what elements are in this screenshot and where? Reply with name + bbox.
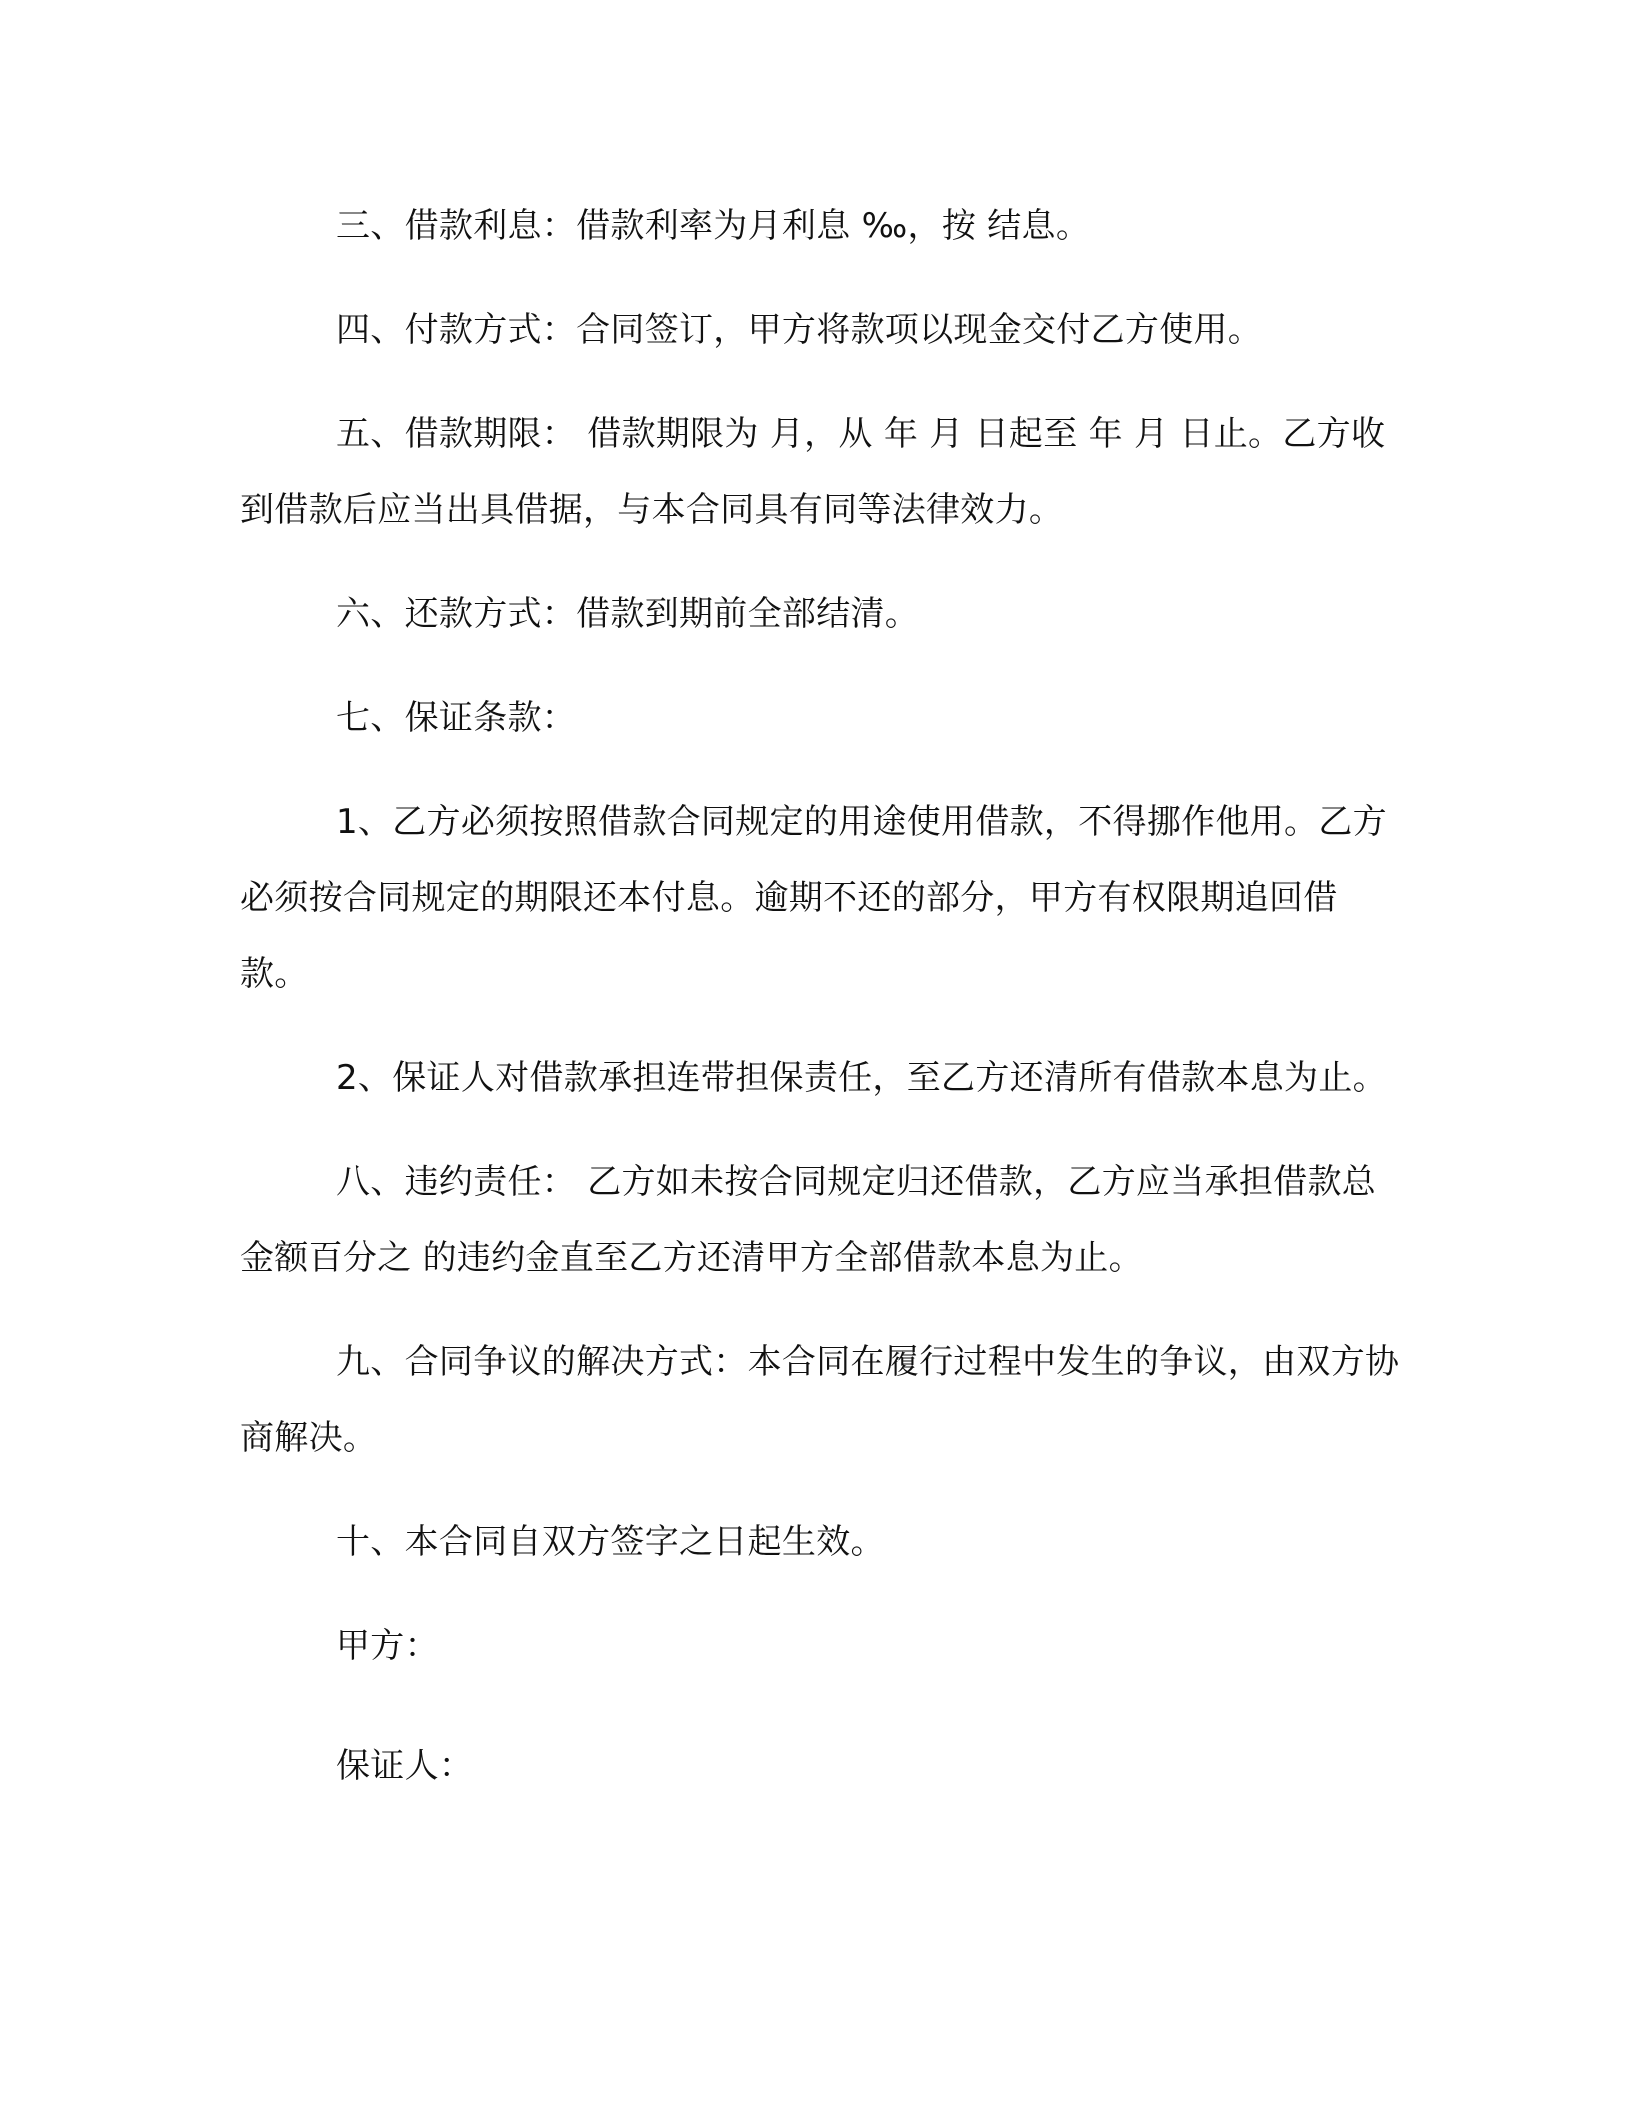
clause-effective: 十、本合同自双方签字之日起生效。 (336, 1522, 885, 1562)
signature-party-a: 甲方： (336, 1626, 439, 1666)
clause-loan-term: 五、借款期限： 借款期限为 月，从 年 月 日起至 年 月 日止。乙方收到借款后应当出具借据，与本合同具有同等法律效力。 (240, 414, 1386, 530)
clause-payment-method: 四、付款方式：合同签订，甲方将款项以现金交付乙方使用。 (336, 310, 1263, 350)
contract-body (240, 188, 1400, 1848)
clause-breach: 八、违约责任： 乙方如未按合同规定归还借款，乙方应当承担借款总金额百分之 的违约金直至乙方还清甲方全部借款本息为止。 (240, 1162, 1377, 1278)
clause-dispute: 九、合同争议的解决方式：本合同在履行过程中发生的争议，由双方协商解决。 (240, 1342, 1400, 1458)
guarantee-item-1: 1、乙方必须按照借款合同规定的用途使用借款，不得挪作他用。乙方必须按合同规定的期限还本付息。逾期不还的部分，甲方有权限期追回借款。 (240, 802, 1387, 994)
clause-repayment: 六、还款方式：借款到期前全部结清。 (336, 594, 920, 634)
clause-interest: 三、借款利息：借款利率为月利息 ‰，按 结息。 (336, 206, 1091, 246)
guarantee-item-2: 2、保证人对借款承担连带担保责任，至乙方还清所有借款本息为止。 (336, 1058, 1387, 1098)
signature-guarantor: 保证人： (336, 1746, 474, 1786)
clause-guarantee-heading: 七、保证条款： (336, 698, 577, 738)
